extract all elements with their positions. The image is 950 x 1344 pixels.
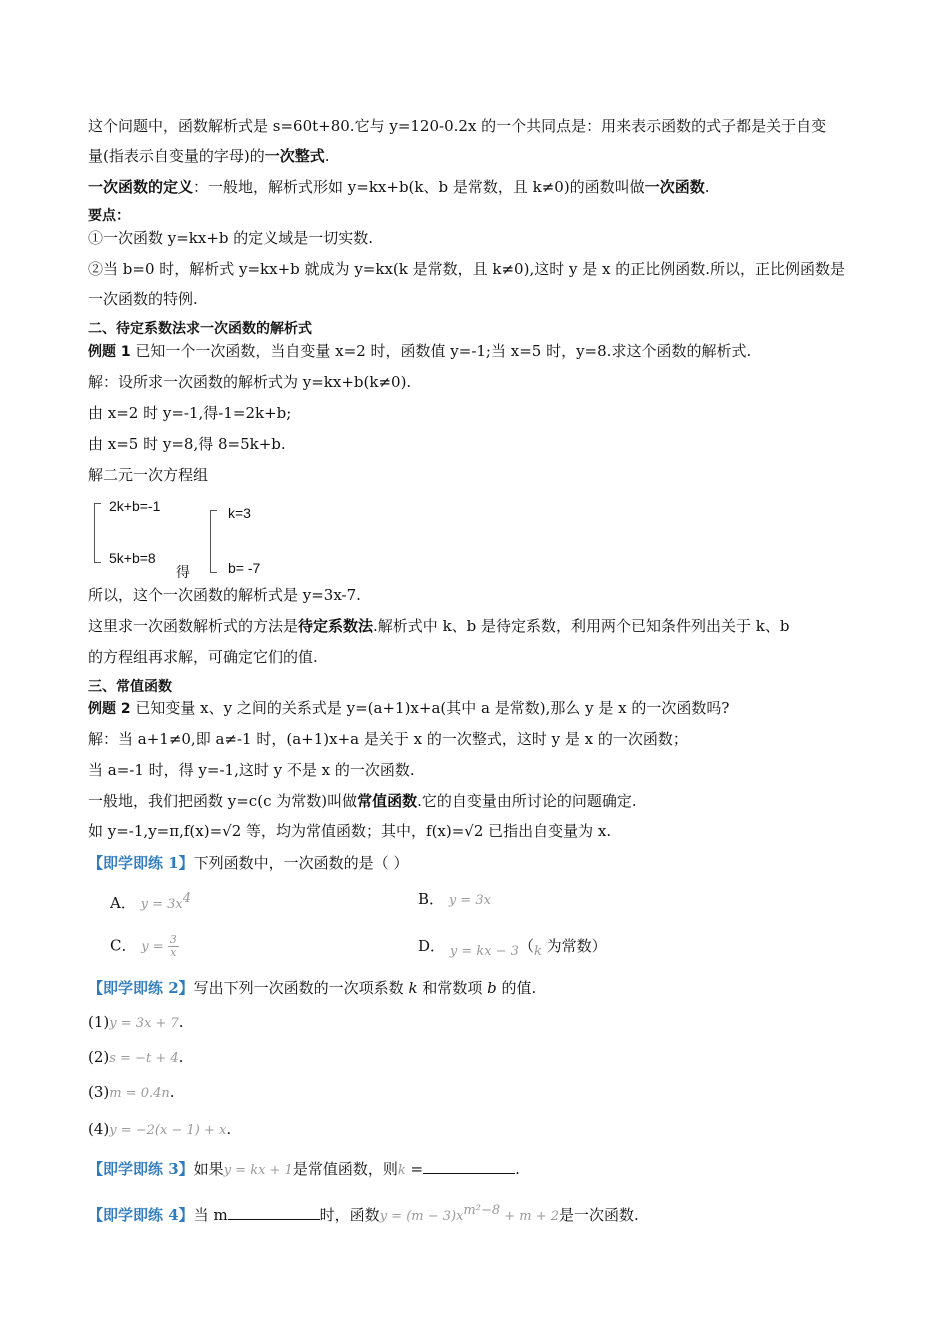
exercise-1-option-b[interactable]: B． y = 3x xyxy=(418,890,491,908)
keypoint-2-line-2: 一次函数的特例. xyxy=(88,290,198,308)
exercise-2-item-4: (4)y = −2(x − 1) + x. xyxy=(88,1120,232,1138)
equation-2: 5k+b=8 xyxy=(109,550,156,566)
example-1: 例题 1 已知一个一次函数，当自变量 x=2 时，函数值 y=-1;当 x=5 时，y=8.求这个函数的解析式. xyxy=(88,342,752,360)
exercise-4-tag: 【即学即练 4】 xyxy=(88,1206,194,1224)
solution-1-line-4: 解二元一次方程组 xyxy=(88,466,209,484)
keypoint-2-line-1: ②当 b=0 时，解析式 y=kx+b 就成为 y=kx(k 是常数，且 k≠0),这时 y 是 x 的正比例函数.所以，正比例函数是 xyxy=(88,260,845,278)
solution-2-line-1: 解：当 a+1≠0,即 a≠-1 时，(a+1)x+a 是关于 x 的一次整式，这时 y 是 x 的一次函数； xyxy=(88,730,688,748)
equation-1: 2k+b=-1 xyxy=(109,498,161,514)
exercise-2-question: 【即学即练 2】写出下列一次函数的一次项系数 k 和常数项 b 的值. xyxy=(88,979,537,997)
exercise-3-tag: 【即学即练 3】 xyxy=(88,1160,194,1178)
solution-1-line-3: 由 x=5 时 y=8,得 8=5k+b. xyxy=(88,435,286,453)
fraction: $\frac{3}{x}$ xyxy=(169,933,177,959)
intro-line-1: 这个问题中，函数解析式是 s=60t+80.它与 y=120-0.2x 的一个共同点是：用来表示函数的式子都是关于自变 xyxy=(88,117,827,135)
constant-function-def: 一般地，我们把函数 y=c(c 为常数)叫做常值函数.它的自变量由所讨论的问题确定. xyxy=(88,792,637,810)
result-system-brace xyxy=(210,510,211,573)
exercise-4-question: 【即学即练 4】当 m 时，函数$y = (m - 3)x^{m^2-8} + m + 2$是一次函数. xyxy=(88,1203,639,1224)
definition-line: 一次函数的定义：一般地，解析式形如 y=kx+b(k、b 是常数，且 k≠0)的函数叫做一次函数. xyxy=(88,178,710,196)
exercise-1-tag: 【即学即练 1】 xyxy=(88,854,194,872)
section-3-heading: 三、常值函数 xyxy=(88,679,172,695)
solution-1-conclusion: 所以，这个一次函数的解析式是 y=3x-7. xyxy=(88,586,361,604)
solution-1-line-2: 由 x=2 时 y=-1,得-1=2k+b; xyxy=(88,404,292,422)
solution-1-line-1: 解：设所求一次函数的解析式为 y=kx+b(k≠0). xyxy=(88,373,412,391)
definition-label: 一次函数的定义 xyxy=(88,178,194,196)
exercise-2-item-2: (2)s = −t + 4. xyxy=(88,1048,184,1066)
method-line-2: 的方程组再求解，可确定它们的值. xyxy=(88,648,318,666)
result-b: b= -7 xyxy=(228,560,261,576)
example-2: 例题 2 已知变量 x、y 之间的关系式是 y=(a+1)x+a(其中 a 是常数),那么 y 是 x 的一次函数吗? xyxy=(88,699,730,717)
intro-line-2: 量(指表示自变量的字母)的一次整式. xyxy=(88,147,330,165)
exercise-2-item-1: (1)y = 3x + 7. xyxy=(88,1013,184,1031)
de-label: 得 xyxy=(176,565,190,581)
answer-blank-m[interactable] xyxy=(228,1205,320,1220)
result-k: k=3 xyxy=(228,505,251,521)
exercise-2-item-3: (3)m = 0.4n. xyxy=(88,1083,175,1101)
keypoints-heading: 要点： xyxy=(88,208,130,224)
exercise-1-option-d[interactable]: D． y = kx − 3（k 为常数） xyxy=(418,937,607,959)
exercise-1-option-a[interactable]: A． $y = 3x^4$ xyxy=(110,891,192,912)
exercise-1-option-c[interactable]: C． y = $\frac{3}{x}$ xyxy=(110,933,177,959)
solution-2-line-2: 当 a=-1 时，得 y=-1,这时 y 不是 x 的一次函数. xyxy=(88,761,415,779)
keypoint-1: ①一次函数 y=kx+b 的定义域是一切实数. xyxy=(88,229,374,247)
exercise-3-question: 【即学即练 3】如果y = kx + 1是常值函数，则k = . xyxy=(88,1160,520,1178)
exercise-2-tag: 【即学即练 2】 xyxy=(88,979,194,997)
answer-blank-k[interactable] xyxy=(423,1159,515,1174)
method-line-1: 这里求一次函数解析式的方法是待定系数法.解析式中 k、b 是待定系数，利用两个已知条件列出关于 k、b xyxy=(88,617,790,635)
equation-system-brace xyxy=(94,503,95,563)
exercise-1-question: 【即学即练 1】下列函数中，一次函数的是（ ） xyxy=(88,854,409,872)
section-2-heading: 二、待定系数法求一次函数的解析式 xyxy=(88,321,312,337)
constant-function-example: 如 y=-1,y=π,f(x)=√2 等，均为常值函数；其中，f(x)=√2 已指出自变量为 x. xyxy=(88,822,612,840)
